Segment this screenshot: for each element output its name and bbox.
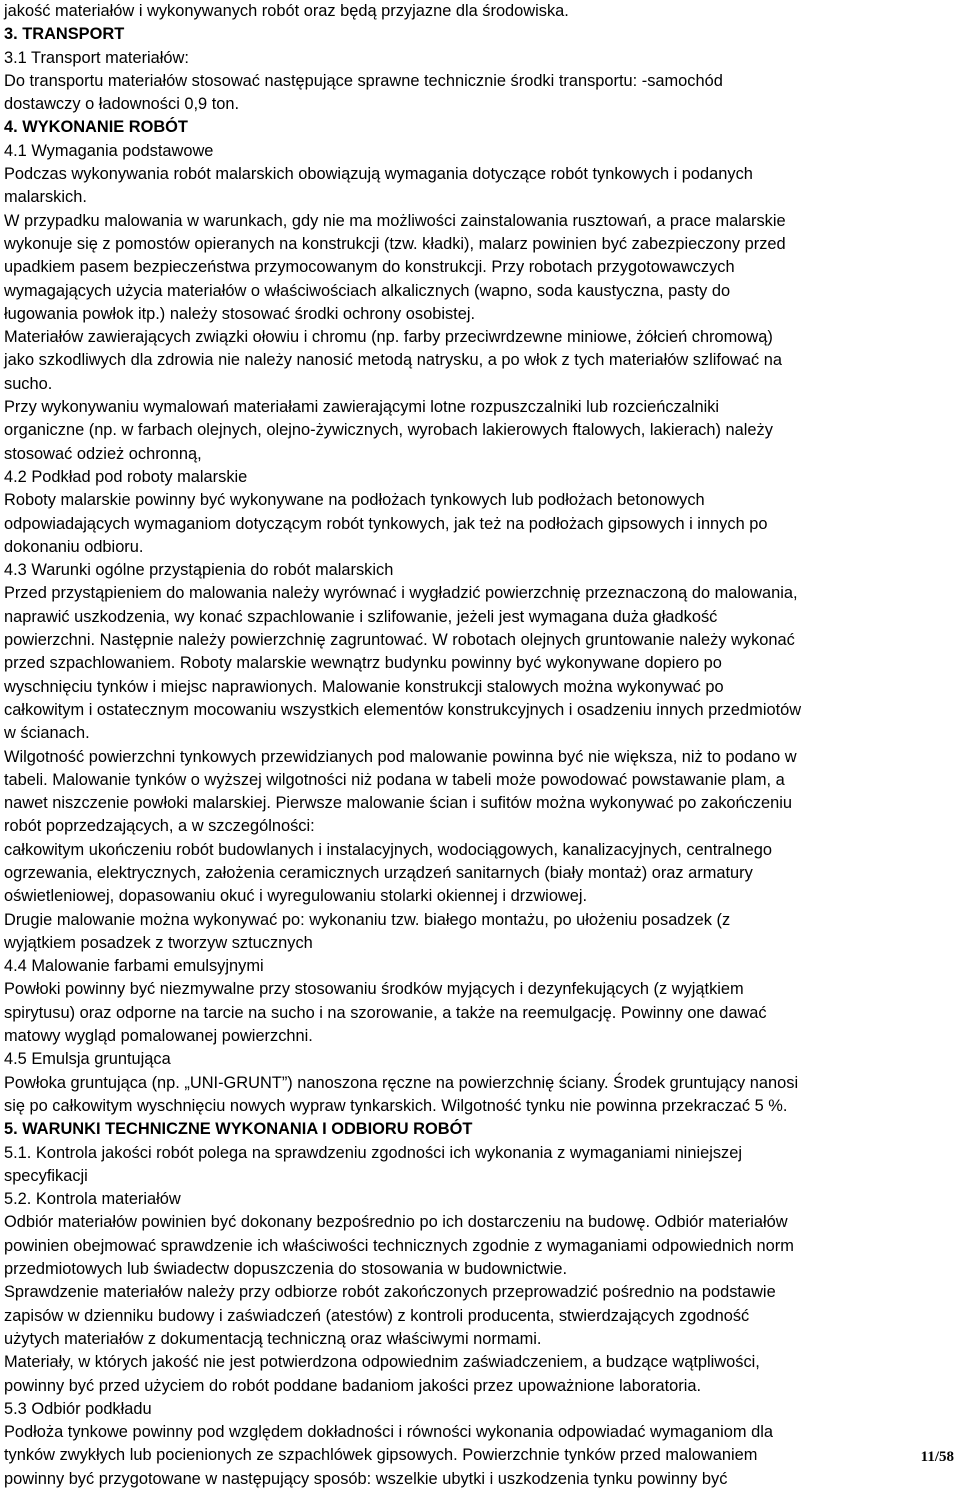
text-line: 4.5 Emulsja gruntująca xyxy=(4,1050,171,1069)
text-line: przed szpachlowaniem. Roboty malarskie wewnątrz budynku powinny być wykonywane dopiero po xyxy=(4,654,722,673)
text-line: jako szkodliwych dla zdrowia nie należy nanosić metodą natrysku, a po włok z tych materiałów szlifować na xyxy=(4,351,783,370)
text-line: tabeli. Malowanie tynków o wyższej wilgotności niż podana w tabeli może powodować powstawanie plam, a xyxy=(4,770,785,789)
text-line: Przy wykonywaniu wymalowań materiałami zawierającymi lotne rozpuszczalniki lub rozcieńczalniki xyxy=(4,398,720,417)
text-line: wyschnięciu tynków i miejsc naprawionych. Malowanie konstrukcji stalowych można wykonywać po xyxy=(4,677,724,696)
text-line: Materiałów zawierających związki ołowiu i chromu (np. farby przeciwrdzewne miniowe, żółcień chromową) xyxy=(4,328,773,347)
text-line: specyfikacji xyxy=(4,1166,88,1185)
text-line: 5.1. Kontrola jakości robót polega na sprawdzeniu zgodności ich wykonania z wymaganiami niniejszej xyxy=(4,1143,742,1162)
text-line: tynków zwykłych lub pocienionych ze szpachlówek gipsowych. Powierzchnie tynków przed malowaniem xyxy=(4,1446,758,1465)
text-line: powinien obejmować sprawdzenie ich właściwości technicznych zgodnie z wymaganiami odpowiednich norm xyxy=(4,1236,794,1255)
text-line: w ścianach. xyxy=(4,724,90,743)
text-line: Odbiór materiałów powinien być dokonany bezpośrednio po ich dostarczeniu na budowę. Odbiór materiałów xyxy=(4,1213,788,1232)
text-line: Do transportu materiałów stosować następujące sprawne technicznie środki transportu: -samochód xyxy=(4,71,723,90)
text-line: całkowitym ukończeniu robót budowlanych i instalacyjnych, wodociągowych, kanalizacyjnych, centralnego xyxy=(4,840,773,859)
text-line: dokonaniu odbioru. xyxy=(4,537,144,556)
text-line: Sprawdzenie materiałów należy przy odbiorze robót zakończonych przeprowadzić pośrednio na podstawie xyxy=(4,1283,776,1302)
text-line: stosować odzież ochronną, xyxy=(4,444,202,463)
text-line: Materiały, w których jakość nie jest potwierdzona odpowiednim zaświadczeniem, a budzące wątpliwości, xyxy=(4,1353,760,1372)
text-line: wymagających użycia materiałów o właściwościach alkalicznych (wapno, soda kaustyczna, pasty do xyxy=(4,281,731,300)
text-line: wykonuje się z pomostów opieranych na konstrukcji (tzw. kładki), malarz powinien być zabezpieczony przed xyxy=(4,234,786,253)
text-line: ogrzewania, elektrycznych, założenia ceramicznych urządzeń sanitarnych (biały montaż) oraz armatury xyxy=(4,863,753,882)
section-heading: 5. WARUNKI TECHNICZNE WYKONANIA I ODBIORU ROBÓT xyxy=(4,1120,473,1139)
text-line: Roboty malarskie powinny być wykonywane na podłożach tynkowych lub podłożach betonowych xyxy=(4,491,705,510)
text-line: użytych materiałów z dokumentacją techniczną oraz właściwymi normami. xyxy=(4,1329,542,1348)
text-line: malarskich. xyxy=(4,188,87,207)
text-line: oświetleniowej, dopasowaniu okuć i wyregulowaniu stolarki okiennej i drzwiowej. xyxy=(4,887,588,906)
text-line: 4.1 Wymagania podstawowe xyxy=(4,141,214,160)
text-line: zapisów w dzienniku budowy i zaświadczeń (atestów) z kontroli producenta, stwierdzających zgodność xyxy=(4,1306,750,1325)
text-line: powierzchni. Następnie należy powierzchnię zagruntować. W robotach olejnych gruntowanie należy wykonać xyxy=(4,631,795,650)
text-line: Drugie malowanie można wykonywać po: wykonaniu tzw. białego montażu, po ułożeniu posadzek (z xyxy=(4,910,731,929)
document-body xyxy=(4,0,954,1491)
text-line: robót poprzedzających, a w szczególności: xyxy=(4,817,315,836)
text-line: jakość materiałów i wykonywanych robót oraz będą przyjazne dla środowiska. xyxy=(4,2,569,20)
text-line: Podłoża tynkowe powinny pod względem dokładności i równości wykonania odpowiadać wymaganiom dla xyxy=(4,1423,773,1442)
text-line: całkowitym i ostatecznym mocowaniu wszystkich elementów konstrukcyjnych i osadzeniu innych przedmiotów xyxy=(4,700,802,719)
text-line: Powłoki powinny być niezmywalne przy stosowaniu środków myjących i dezynfekujących (z wyjątkiem xyxy=(4,980,744,999)
text-line: przedmiotowych lub świadectw dopuszczenia do stosowania w budownictwie. xyxy=(4,1260,568,1279)
text-line: się po całkowitym wyschnięciu nowych wypraw tynkarskich. Wilgotność tynku nie powinna przekraczać 5 %. xyxy=(4,1096,788,1115)
text-line: Wilgotność powierzchni tynkowych przewidzianych pod malowanie powinna być nie większa, niż to podano w xyxy=(4,747,797,766)
text-line: 4.2 Podkład pod roboty malarskie xyxy=(4,467,248,486)
text-line: matowy wygląd pomalowanej powierzchni. xyxy=(4,1027,313,1046)
text-line: powinny być przygotowane w następujący sposób: wszelkie ubytki i uszkodzenia tynku powinny być xyxy=(4,1469,728,1488)
text-line: Powłoka gruntująca (np. „UNI-GRUNT”) nanoszona ręczne na powierzchnię ściany. Środek gruntujący nanosi xyxy=(4,1073,799,1092)
text-line: 4.3 Warunki ogólne przystąpienia do robót malarskich xyxy=(4,561,394,580)
section-heading: 4. WYKONANIE ROBÓT xyxy=(4,118,188,137)
text-line: ługowania powłok itp.) należy stosować środki ochrony osobistej. xyxy=(4,304,476,323)
text-line: 4.4 Malowanie farbami emulsyjnymi xyxy=(4,957,264,976)
page-number: 11/58 xyxy=(920,1449,954,1465)
text-line: naprawić uszkodzenia, wy konać szpachlowanie i szlifowanie, jeżeli jest wymagana duża gładkość xyxy=(4,607,718,626)
text-line: organiczne (np. w farbach olejnych, olejno-żywicznych, wyrobach lakierowych ftalowych, lakierach) należy xyxy=(4,421,773,440)
text-line: powinny być przed użyciem do robót poddane badaniom jakości przez upoważnione laboratoria. xyxy=(4,1376,702,1395)
text-line: odpowiadających wymaganiom dotyczącym robót tynkowych, jak też na podłożach gipsowych i innych po xyxy=(4,514,768,533)
text-line: W przypadku malowania w warunkach, gdy nie ma możliwości zainstalowania rusztowań, a prace malarskie xyxy=(4,211,786,230)
section-heading: 3. TRANSPORT xyxy=(4,25,125,44)
text-line: wyjątkiem posadzek z tworzyw sztucznych xyxy=(4,933,313,952)
text-line: dostawczy o ładowności 0,9 ton. xyxy=(4,95,240,114)
text-line: 5.2. Kontrola materiałów xyxy=(4,1190,181,1209)
text-line: nawet niszczenie powłoki malarskiej. Pierwsze malowanie ścian i sufitów można wykonywać po zakończeniu xyxy=(4,794,793,813)
text-line: sucho. xyxy=(4,374,53,393)
text-line: Podczas wykonywania robót malarskich obowiązują wymagania dotyczące robót tynkowych i podanych xyxy=(4,165,753,184)
text-line: 5.3 Odbiór podkładu xyxy=(4,1399,152,1418)
text-line: 3.1 Transport materiałów: xyxy=(4,48,189,67)
text-line: spirytusu) oraz odporne na tarcie na sucho i na szorowanie, a także na reemulgację. Powinny one dawać xyxy=(4,1003,767,1022)
text-line: upadkiem pasem bezpieczeństwa przymocowanym do konstrukcji. Przy robotach przygotowawczych xyxy=(4,258,735,277)
text-line: Przed przystąpieniem do malowania należy wyrównać i wygładzić powierzchnię przeznaczoną do malowania, xyxy=(4,584,798,603)
